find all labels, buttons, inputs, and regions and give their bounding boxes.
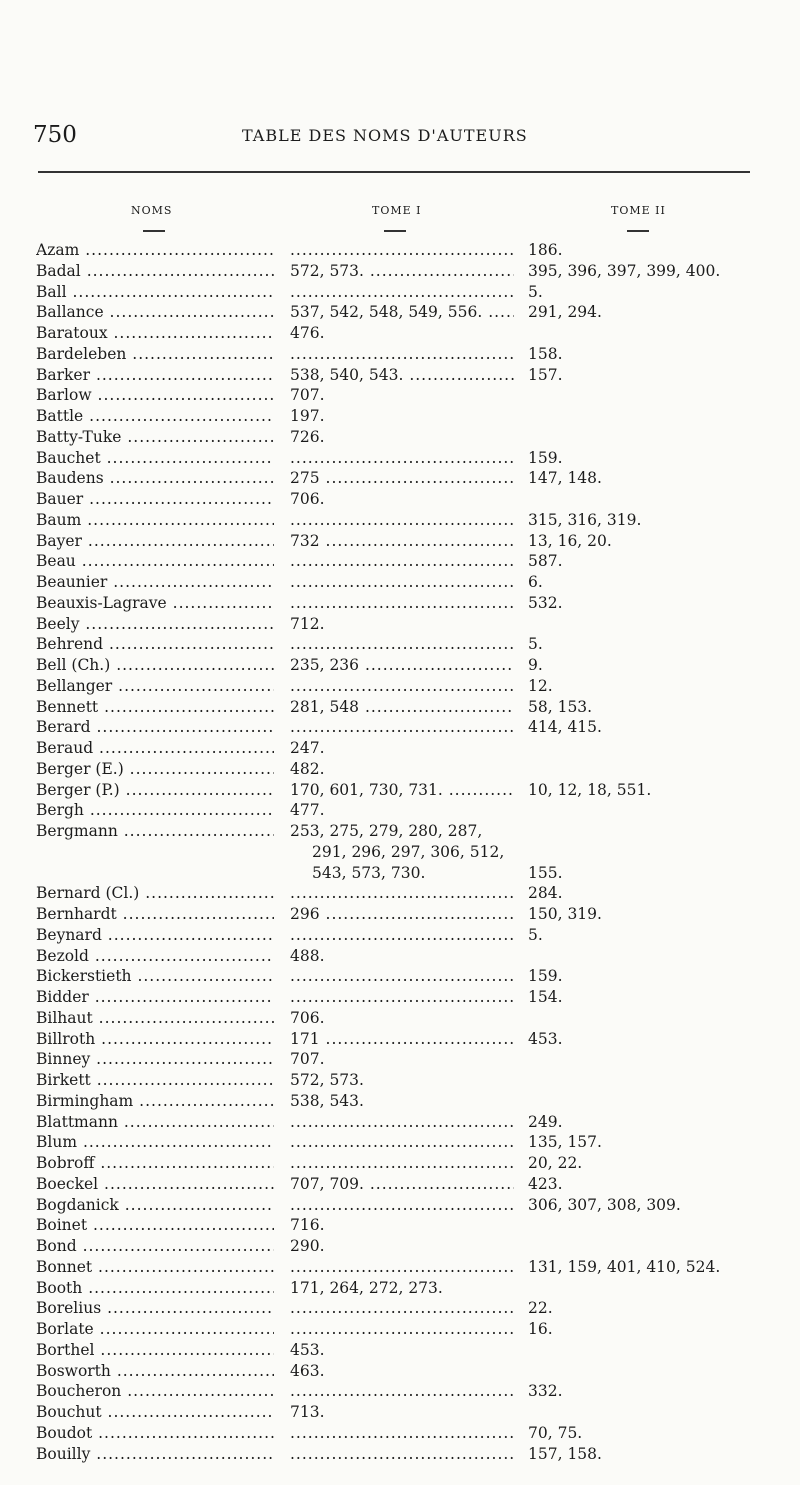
tome1-pages bbox=[290, 344, 514, 365]
author-name: Baum ..... bbox=[36, 510, 274, 531]
index-row bbox=[0, 240, 800, 261]
tome2-pages: 284. bbox=[528, 884, 563, 903]
author-name: Borelius ..... bbox=[36, 1298, 274, 1319]
author-name: Blum ..... bbox=[36, 1132, 274, 1153]
tome1-pages: 572, 573. ..... bbox=[290, 261, 514, 282]
index-row bbox=[0, 489, 800, 510]
index-row bbox=[0, 634, 800, 655]
index-row bbox=[0, 344, 800, 365]
author-name: Bidder ..... bbox=[36, 987, 274, 1008]
tome2-pages: 5. bbox=[528, 635, 543, 654]
tome1-pages bbox=[290, 676, 514, 697]
index-row bbox=[0, 1195, 800, 1216]
tome1-pages: 296 ..... bbox=[290, 904, 514, 925]
author-name: Boudot ..... bbox=[36, 1423, 274, 1444]
author-name: Booth ..... bbox=[36, 1278, 274, 1299]
tome1-pages: 707. bbox=[290, 1050, 325, 1069]
author-name: Bauchet ..... bbox=[36, 448, 274, 469]
tome1-pages: 716. bbox=[290, 1216, 325, 1235]
author-name: Bilhaut ..... bbox=[36, 1008, 274, 1029]
tome2-pages: 58, 153. bbox=[528, 697, 593, 716]
tome1-pages: 712. bbox=[290, 614, 325, 633]
index-row bbox=[0, 1049, 800, 1070]
tome1-pages bbox=[290, 551, 514, 572]
running-title: TABLE DES NOMS D'AUTEURS bbox=[242, 126, 528, 145]
index-row bbox=[0, 323, 800, 344]
tome1-pages bbox=[290, 593, 514, 614]
index-row bbox=[0, 904, 800, 925]
index-row bbox=[0, 925, 800, 946]
tome1-pages: 707. bbox=[290, 386, 325, 405]
tome2-pages: 10, 12, 18, 551. bbox=[528, 780, 652, 799]
tome1-pages: 538, 540, 543. ..... bbox=[290, 365, 514, 386]
tome1-pages: 477. bbox=[290, 801, 325, 820]
author-name: Borlate ..... bbox=[36, 1319, 274, 1340]
header-rule bbox=[38, 171, 750, 173]
author-name: Blattmann ..... bbox=[36, 1112, 274, 1133]
index-row bbox=[0, 385, 800, 406]
tome2-pages: 155. bbox=[528, 863, 563, 882]
index-row bbox=[0, 1153, 800, 1174]
author-name: Bezold ..... bbox=[36, 946, 274, 967]
tome1-pages: 538, 543. bbox=[290, 1091, 364, 1110]
tome2-pages: 306, 307, 308, 309. bbox=[528, 1195, 681, 1214]
tome1-pages: 572, 573. bbox=[290, 1071, 364, 1089]
author-name: Boinet ..... bbox=[36, 1215, 274, 1236]
tome1-pages: 281, 548 ..... bbox=[290, 697, 514, 718]
index-row bbox=[0, 842, 800, 863]
index-row bbox=[0, 593, 800, 614]
index-row bbox=[0, 1174, 800, 1195]
index-row bbox=[0, 614, 800, 635]
tome1-pages bbox=[290, 987, 514, 1008]
author-name: Berard ..... bbox=[36, 717, 274, 738]
column-header-tome2: TOME II bbox=[611, 204, 666, 217]
author-name: Baratoux ..... bbox=[36, 323, 274, 344]
tome1-pages: 543, 573, 730. bbox=[312, 863, 426, 882]
author-name: Barlow ..... bbox=[36, 385, 274, 406]
tome2-pages: 414, 415. bbox=[528, 718, 602, 737]
author-name: Beraud ..... bbox=[36, 738, 274, 759]
tome2-pages: 131, 159, 401, 410, 524. bbox=[528, 1257, 721, 1276]
tome1-pages bbox=[290, 510, 514, 531]
author-name: Behrend ..... bbox=[36, 634, 274, 655]
index-row bbox=[0, 1298, 800, 1319]
tome2-pages: 9. bbox=[528, 656, 543, 674]
author-name: Baudens ..... bbox=[36, 468, 274, 489]
tome2-pages: 332. bbox=[528, 1382, 563, 1401]
tome1-pages: 171, 264, 272, 273. bbox=[290, 1278, 443, 1297]
tome1-pages: 537, 542, 548, 549, 556. ..... bbox=[290, 302, 514, 323]
index-row bbox=[0, 697, 800, 718]
author-name: Azam ..... bbox=[36, 240, 274, 261]
tome2-pages: 70, 75. bbox=[528, 1423, 583, 1442]
tome2-pages: 249. bbox=[528, 1112, 563, 1131]
tome1-pages: 247. bbox=[290, 739, 325, 757]
tome2-pages: 453. bbox=[528, 1029, 563, 1048]
tome1-pages bbox=[290, 1112, 514, 1133]
index-row bbox=[0, 1132, 800, 1153]
author-name: Beely ..... bbox=[36, 614, 274, 635]
tome1-pages: 453. bbox=[290, 1340, 325, 1359]
tome1-pages: 290. bbox=[290, 1237, 325, 1255]
index-row bbox=[0, 987, 800, 1008]
tome2-pages: 291, 294. bbox=[528, 303, 602, 322]
index-row bbox=[0, 966, 800, 987]
author-name: Bellanger ..... bbox=[36, 676, 274, 697]
author-name: Bayer ..... bbox=[36, 531, 274, 552]
tome1-pages bbox=[290, 282, 514, 303]
tome1-pages: 235, 236 ..... bbox=[290, 655, 514, 676]
tome1-pages bbox=[290, 1298, 514, 1319]
index-row bbox=[0, 365, 800, 386]
tome1-pages bbox=[290, 883, 514, 904]
tome1-pages bbox=[290, 925, 514, 946]
index-row bbox=[0, 738, 800, 759]
tome1-pages: 488. bbox=[290, 946, 325, 965]
index-row bbox=[0, 676, 800, 697]
index-row bbox=[0, 261, 800, 282]
tome2-pages: 158. bbox=[528, 344, 563, 363]
tome2-pages: 5. bbox=[528, 925, 543, 944]
index-row bbox=[0, 427, 800, 448]
index-row bbox=[0, 1029, 800, 1050]
author-name: Boeckel ..... bbox=[36, 1174, 274, 1195]
tome1-pages: 482. bbox=[290, 759, 325, 778]
tome1-pages: 275 ..... bbox=[290, 468, 514, 489]
author-name: Bond ..... bbox=[36, 1236, 274, 1257]
tome1-pages bbox=[290, 1257, 514, 1278]
author-name: Bergh ..... bbox=[36, 800, 274, 821]
author-name: Bennett ..... bbox=[36, 697, 274, 718]
index-row bbox=[0, 448, 800, 469]
author-name: Badal ..... bbox=[36, 261, 274, 282]
tome1-pages: 253, 275, 279, 280, 287, bbox=[290, 822, 483, 840]
column-dash-noms bbox=[143, 230, 165, 232]
author-name: Birkett ..... bbox=[36, 1070, 274, 1091]
index-row bbox=[0, 406, 800, 427]
index-row bbox=[0, 531, 800, 552]
author-name: Bergmann ..... bbox=[36, 821, 274, 842]
author-name: Berger (P.) ..... bbox=[36, 780, 274, 801]
tome2-pages: 423. bbox=[528, 1174, 563, 1193]
index-row bbox=[0, 1381, 800, 1402]
tome2-pages: 315, 316, 319. bbox=[528, 510, 642, 529]
column-dash-tome1 bbox=[384, 230, 406, 232]
index-row bbox=[0, 1112, 800, 1133]
author-name: Bernard (Cl.) ..... bbox=[36, 883, 274, 904]
tome2-pages: 5. bbox=[528, 282, 543, 301]
index-row bbox=[0, 1361, 800, 1382]
tome1-pages bbox=[290, 448, 514, 469]
tome2-pages: 154. bbox=[528, 988, 563, 1006]
tome2-pages: 395, 396, 397, 399, 400. bbox=[528, 261, 721, 280]
tome1-pages: 170, 601, 730, 731. ..... bbox=[290, 780, 514, 801]
index-row bbox=[0, 780, 800, 801]
tome1-pages: 171 ..... bbox=[290, 1029, 514, 1050]
tome1-pages bbox=[290, 572, 514, 593]
author-name: Bickerstieth ..... bbox=[36, 966, 274, 987]
author-name: Bardeleben ..... bbox=[36, 344, 274, 365]
column-dash-tome2 bbox=[627, 230, 649, 232]
index-row bbox=[0, 883, 800, 904]
tome1-pages: 706. bbox=[290, 1008, 325, 1027]
tome1-pages: 707, 709. ..... bbox=[290, 1174, 514, 1195]
author-name: Bernhardt ..... bbox=[36, 904, 274, 925]
tome2-pages: 12. bbox=[528, 676, 553, 695]
tome2-pages: 587. bbox=[528, 552, 563, 571]
tome1-pages: 463. bbox=[290, 1361, 325, 1380]
tome1-pages bbox=[290, 634, 514, 655]
index-row bbox=[0, 1070, 800, 1091]
author-name: Beauxis-Lagrave ..... bbox=[36, 593, 274, 614]
index-row bbox=[0, 302, 800, 323]
index-row bbox=[0, 1340, 800, 1361]
author-name: Boucheron ..... bbox=[36, 1381, 274, 1402]
index-row bbox=[0, 717, 800, 738]
tome2-pages: 157, 158. bbox=[528, 1444, 602, 1463]
index-row bbox=[0, 655, 800, 676]
author-name: Binney ..... bbox=[36, 1049, 274, 1070]
tome1-pages: 291, 296, 297, 306, 512, bbox=[312, 842, 505, 861]
tome1-pages: 476. bbox=[290, 324, 325, 342]
index-row bbox=[0, 1236, 800, 1257]
tome2-pages: 16. bbox=[528, 1320, 553, 1338]
index-row bbox=[0, 1257, 800, 1278]
author-index-table bbox=[0, 240, 800, 1464]
index-row bbox=[0, 1402, 800, 1423]
index-row bbox=[0, 1319, 800, 1340]
index-row bbox=[0, 1091, 800, 1112]
tome1-pages: 197. bbox=[290, 407, 325, 425]
author-name: Bonnet ..... bbox=[36, 1257, 274, 1278]
tome2-pages: 159. bbox=[528, 448, 563, 467]
tome1-pages bbox=[290, 1423, 514, 1444]
index-row bbox=[0, 1008, 800, 1029]
author-name: Ballance ..... bbox=[36, 302, 274, 323]
tome2-pages: 532. bbox=[528, 593, 563, 612]
tome2-pages: 157. bbox=[528, 365, 563, 384]
tome2-pages: 13, 16, 20. bbox=[528, 531, 612, 550]
tome1-pages bbox=[290, 1444, 514, 1465]
index-row bbox=[0, 1215, 800, 1236]
index-row bbox=[0, 1423, 800, 1444]
tome2-pages: 6. bbox=[528, 573, 543, 591]
tome1-pages bbox=[290, 966, 514, 987]
tome1-pages bbox=[290, 240, 514, 261]
author-name: Batty-Tuke ..... bbox=[36, 427, 274, 448]
index-row bbox=[0, 946, 800, 967]
index-row bbox=[0, 1444, 800, 1465]
author-name: Battle ..... bbox=[36, 406, 274, 427]
tome2-pages: 159. bbox=[528, 967, 563, 986]
tome2-pages: 147, 148. bbox=[528, 469, 602, 488]
author-name: Beynard ..... bbox=[36, 925, 274, 946]
index-row bbox=[0, 759, 800, 780]
tome1-pages: 726. bbox=[290, 427, 325, 446]
author-name: Beaunier ..... bbox=[36, 572, 274, 593]
author-name: Bell (Ch.) ..... bbox=[36, 655, 274, 676]
column-header-tome1: TOME I bbox=[372, 204, 422, 217]
tome1-pages: 706. bbox=[290, 490, 325, 508]
author-name: Bouilly ..... bbox=[36, 1444, 274, 1465]
tome1-pages bbox=[290, 1319, 514, 1340]
author-name: Birmingham ..... bbox=[36, 1091, 274, 1112]
index-row bbox=[0, 863, 800, 884]
index-row bbox=[0, 282, 800, 303]
author-name: Bobroff ..... bbox=[36, 1153, 274, 1174]
index-row bbox=[0, 510, 800, 531]
tome1-pages: 732 ..... bbox=[290, 531, 514, 552]
index-row bbox=[0, 821, 800, 842]
author-name: Beau ..... bbox=[36, 551, 274, 572]
index-row bbox=[0, 800, 800, 821]
tome2-pages: 150, 319. bbox=[528, 905, 602, 923]
author-name: Bouchut ..... bbox=[36, 1402, 274, 1423]
author-name: Bosworth ..... bbox=[36, 1361, 274, 1382]
author-name: Berger (E.) ..... bbox=[36, 759, 274, 780]
tome1-pages bbox=[290, 1153, 514, 1174]
tome2-pages: 186. bbox=[528, 241, 563, 259]
author-name: Bogdanick ..... bbox=[36, 1195, 274, 1216]
tome2-pages: 135, 157. bbox=[528, 1133, 602, 1152]
page-number: 750 bbox=[33, 122, 77, 148]
index-row bbox=[0, 572, 800, 593]
column-header-noms: NOMS bbox=[131, 204, 173, 217]
tome2-pages: 20, 22. bbox=[528, 1154, 583, 1172]
author-name: Barker ..... bbox=[36, 365, 274, 386]
author-name: Billroth ..... bbox=[36, 1029, 274, 1050]
tome1-pages bbox=[290, 1132, 514, 1153]
author-name: Ball ..... bbox=[36, 282, 274, 303]
tome2-pages: 22. bbox=[528, 1299, 553, 1318]
index-row bbox=[0, 1278, 800, 1299]
tome1-pages bbox=[290, 717, 514, 738]
tome1-pages bbox=[290, 1195, 514, 1216]
author-name: Bauer ..... bbox=[36, 489, 274, 510]
tome1-pages bbox=[290, 1381, 514, 1402]
index-row bbox=[0, 551, 800, 572]
author-name: Borthel ..... bbox=[36, 1340, 274, 1361]
tome1-pages: 713. bbox=[290, 1403, 325, 1421]
index-row bbox=[0, 468, 800, 489]
